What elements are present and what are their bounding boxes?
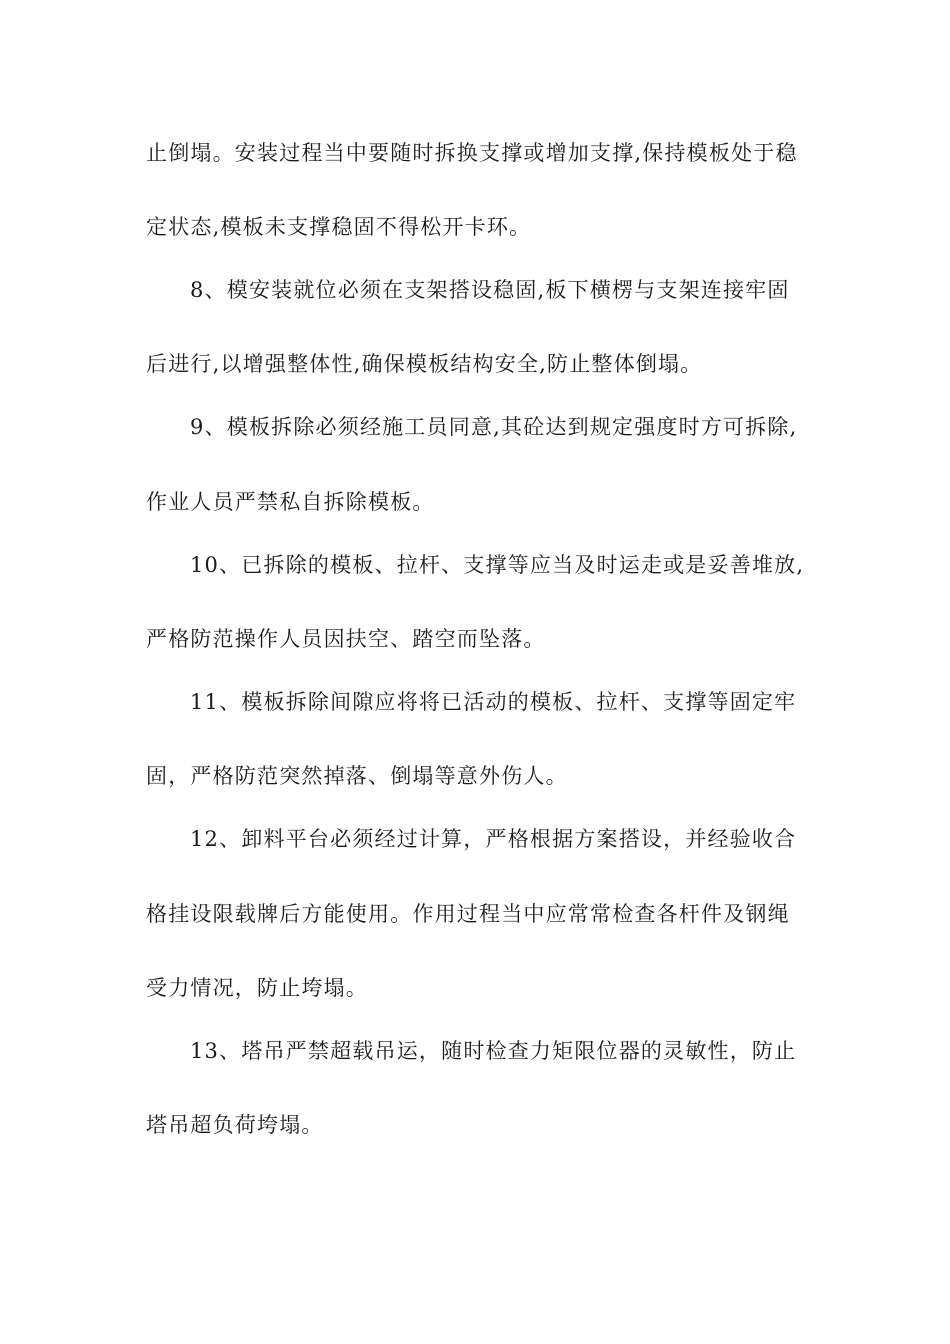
- text-line: 止倒塌。安装过程当中要随时拆换支撑或增加支撑,保持模板处于稳: [146, 141, 798, 165]
- text-line: 作业人员严禁私自拆除模板。: [146, 490, 435, 514]
- paragraph-13-start: 13、塔吊严禁超载吊运，随时检查力矩限位器的灵敏性，防止: [190, 1039, 797, 1063]
- text-line: 受力情况，防止垮塌。: [146, 976, 368, 1000]
- paragraph-11-start: 11、模板拆除间隙应将将已活动的模板、拉杆、支撑等固定牢: [190, 690, 797, 714]
- paragraph-10-start: 10、已拆除的模板、拉杆、支撑等应当及时运走或是妥善堆放,: [190, 553, 805, 577]
- text-line: 后进行,以增强整体性,确保模板结构安全,防止整体倒塌。: [146, 352, 703, 376]
- text-line: 严格防范操作人员因扶空、踏空而坠落。: [146, 627, 546, 651]
- text-line: 塔吊超负荷垮塌。: [146, 1113, 324, 1137]
- text-line: 固，严格防范突然掉落、倒塌等意外伤人。: [146, 764, 568, 788]
- paragraph-12-start: 12、卸料平台必须经过计算，严格根据方案搭设，并经验收合: [190, 827, 797, 851]
- paragraph-9-start: 9、模板拆除必须经施工员同意,其砼达到规定强度时方可拆除,: [190, 415, 798, 439]
- text-line: 定状态,模板未支撑稳固不得松开卡环。: [146, 215, 532, 239]
- paragraph-8-start: 8、模安装就位必须在支架搭设稳固,板下横楞与支架连接牢固: [190, 278, 790, 302]
- text-line: 格挂设限载牌后方能使用。作用过程当中应常常检查各杆件及钢绳: [146, 902, 790, 926]
